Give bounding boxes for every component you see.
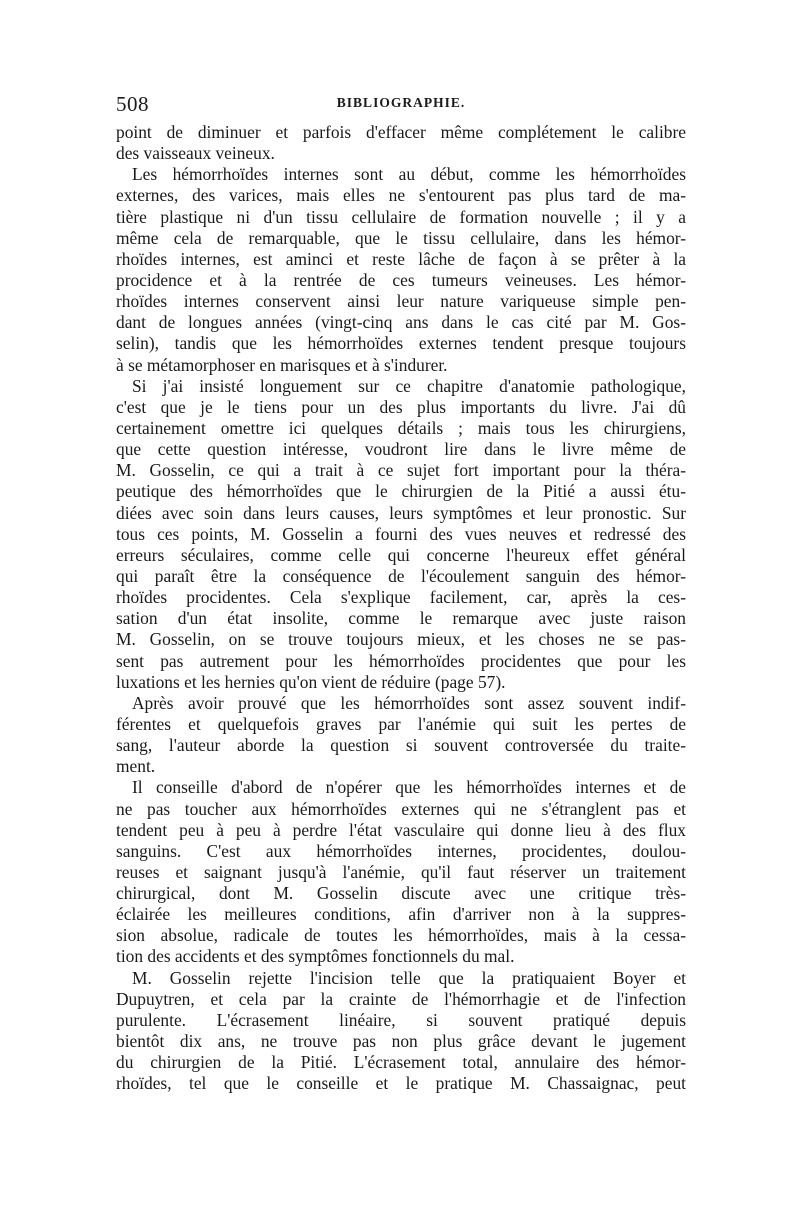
page-number: 508 <box>116 92 149 116</box>
text-line: luxations et les hernies qu'on vient de réduire (page 57). <box>116 671 506 692</box>
page-header <box>116 92 686 122</box>
text-line: point de diminuer et parfois d'effacer même complétement le calibre <box>116 122 686 142</box>
text-line: sent pas autrement pour les hémorrhoïdes procidentes que pour les <box>116 650 686 671</box>
text-line: Si j'ai insisté longuement sur ce chapitre d'anatomie pathologique, <box>132 375 686 396</box>
text-line: du chirurgien de la Pitié. L'écrasement total, annulaire des hémor- <box>116 1052 686 1073</box>
text-line: reuses et saignant jusqu'à l'anémie, qu'il faut réserver un traitement <box>116 861 686 882</box>
text-line: des vaisseaux veineux. <box>116 143 275 164</box>
text-line: externes, des varices, mais elles ne s'entourent pas plus tard de ma- <box>116 185 686 206</box>
text-line: selin), tandis que les hémorrhoïdes externes tendent presque toujours <box>116 333 686 354</box>
text-line: ment. <box>116 756 156 777</box>
text-line: diées avec soin dans leurs causes, leurs symptômes et leur pronostic. Sur <box>116 502 686 523</box>
text-line: bientôt dix ans, ne trouve pas non plus grâce devant le jugement <box>116 1031 686 1052</box>
text-line: qui paraît être la conséquence de l'écoulement sanguin des hémor- <box>116 565 686 586</box>
text-line: sation d'un état insolite, comme le remarque avec juste raison <box>116 608 686 629</box>
text-line: même cela de remarquable, que le tissu cellulaire, dans les hémor- <box>116 227 686 248</box>
text-line: certainement omettre ici quelques détails ; mais tous les chirurgiens, <box>116 417 686 438</box>
text-line: rhoïdes internes, est aminci et reste lâche de façon à se prêter à la <box>116 248 686 269</box>
text-line: M. Gosselin, on se trouve toujours mieux, et les choses ne se pas- <box>116 629 686 650</box>
text-line: tous ces points, M. Gosselin a fourni des vues neuves et redressé des <box>116 523 686 544</box>
text-line: Après avoir prouvé que les hémorrhoïdes sont assez souvent indif- <box>132 692 686 713</box>
text-line: sang, l'auteur aborde la question si souvent controversée du traite- <box>116 735 686 756</box>
text-line: Les hémorrhoïdes internes sont au début, comme les hémorrhoïdes <box>132 164 686 185</box>
text-line: que cette question intéresse, voudront lire dans le livre même de <box>116 439 686 460</box>
text-line: c'est que je le tiens pour un des plus importants du livre. J'ai dû <box>116 396 686 417</box>
body-text <box>116 122 686 1094</box>
book-page <box>116 92 686 1094</box>
text-line: sanguins. C'est aux hémorrhoïdes internes, procidentes, doulou- <box>116 840 686 861</box>
text-line: M. Gosselin rejette l'incision telle que la pratiquaient Boyer et <box>132 967 686 988</box>
text-line: férentes et quelquefois graves par l'anémie qui suit les pertes de <box>116 713 686 734</box>
text-line: M. Gosselin, ce qui a trait à ce sujet fort important pour la théra- <box>116 460 686 481</box>
text-line: ne pas toucher aux hémorrhoïdes externes qui ne s'étranglent pas et <box>116 798 686 819</box>
text-line: sion absolue, radicale de toutes les hémorrhoïdes, mais à la cessa- <box>116 925 686 946</box>
text-line: éclairée les meilleures conditions, afin d'arriver non à la suppres- <box>116 904 686 925</box>
text-line: chirurgical, dont M. Gosselin discute avec une critique très- <box>116 883 686 904</box>
text-line: dant de longues années (vingt-cinq ans dans le cas cité par M. Gos- <box>116 312 686 333</box>
text-line: Dupuytren, et cela par la crainte de l'hémorrhagie et de l'infection <box>116 988 686 1009</box>
text-line: tendent peu à peu à perdre l'état vasculaire qui donne lieu à des flux <box>116 819 686 840</box>
text-line: rhoïdes procidentes. Cela s'explique facilement, car, après la ces- <box>116 587 686 608</box>
text-line: procidence et à la rentrée de ces tumeurs veineuses. Les hémor- <box>116 269 686 290</box>
text-line: purulente. L'écrasement linéaire, si souvent pratiqué depuis <box>116 1009 686 1030</box>
text-line: à se métamorphoser en marisques et à s'indurer. <box>116 354 448 375</box>
text-line: peutique des hémorrhoïdes que le chirurgien de la Pitié a aussi étu- <box>116 481 686 502</box>
text-line: tière plastique ni d'un tissu cellulaire de formation nouvelle ; il y a <box>116 206 686 227</box>
text-line: Il conseille d'abord de n'opérer que les hémorrhoïdes internes et de <box>132 777 686 798</box>
text-line: tion des accidents et des symptômes fonctionnels du mal. <box>116 946 515 967</box>
text-line: rhoïdes internes conservent ainsi leur nature variqueuse simple pen- <box>116 291 686 312</box>
running-title: BIBLIOGRAPHIE. <box>336 95 466 110</box>
text-line: erreurs séculaires, comme celle qui concerne l'heureux effet général <box>116 544 686 565</box>
text-line: rhoïdes, tel que le conseille et le pratique M. Chassaignac, peut <box>116 1073 686 1094</box>
